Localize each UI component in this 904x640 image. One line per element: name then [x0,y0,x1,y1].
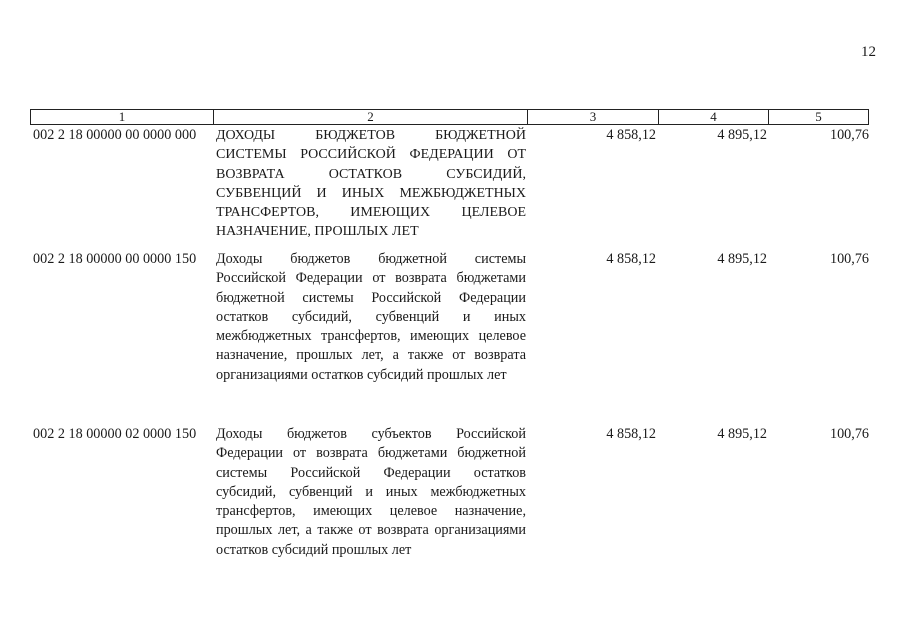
row-description: ДОХОДЫ БЮДЖЕТОВ БЮДЖЕТНОЙ СИСТЕМЫ РОССИЙСКОЙ ФЕДЕРАЦИИ ОТ ВОЗВРАТА ОСТАТКОВ СУБСИДИЙ, СУБВЕНЦИЙ И ИНЫХ МЕЖБЮДЖЕТНЫХ ТРАНСФЕРТОВ, ИМЕЮЩИХ ЦЕЛЕВОЕ НАЗНАЧЕНИЕ, ПРОШЛЫХ ЛЕТ [216,128,526,240]
header-col-3: 3 [528,110,659,124]
row-code: 002 2 18 00000 02 0000 150 [33,426,197,442]
row-col-4-value: 4 895,12 [717,426,767,442]
row-col-5-value: 100,76 [829,251,869,267]
row-col-5-value: 100,76 [829,426,869,442]
row-col-4-value: 4 895,12 [717,251,767,267]
header-col-5: 5 [815,109,822,124]
header-col-2: 2 [214,110,528,124]
row-code: 002 2 18 00000 00 0000 150 [33,251,197,267]
row-code: 002 2 18 00000 00 0000 000 [33,127,197,143]
row-col-3-value: 4 858,12 [606,127,656,143]
row-col-3-value: 4 858,12 [606,251,656,267]
page-number: 12 [861,44,876,60]
row-description: Доходы бюджетов бюджетной системы Российской Федерации от возврата бюджетами бюджетной системы Российской Федерации остатков субсидий, субвенций и иных межбюджетных трансфертов, имеющих целевое назначение, прошлых лет, а также от возврата организациями остатков субсидий прошлых лет [216,251,526,383]
row-col-5-value: 100,76 [829,127,869,143]
row-col-4-value: 4 895,12 [717,127,767,143]
header-col-1: 1 [31,110,214,124]
header-col-4: 4 [659,110,769,124]
table-header [30,109,869,125]
row-description: Доходы бюджетов субъектов Российской Федерации от возврата бюджетами бюджетной системы Российской Федерации остатков субсидий, субвенций и иных межбюджетных трансфертов, имеющих целевое назначение, прошлых лет, а также от возврата организациями остатков субсидий прошлых лет [216,426,526,558]
row-col-3-value: 4 858,12 [606,426,656,442]
